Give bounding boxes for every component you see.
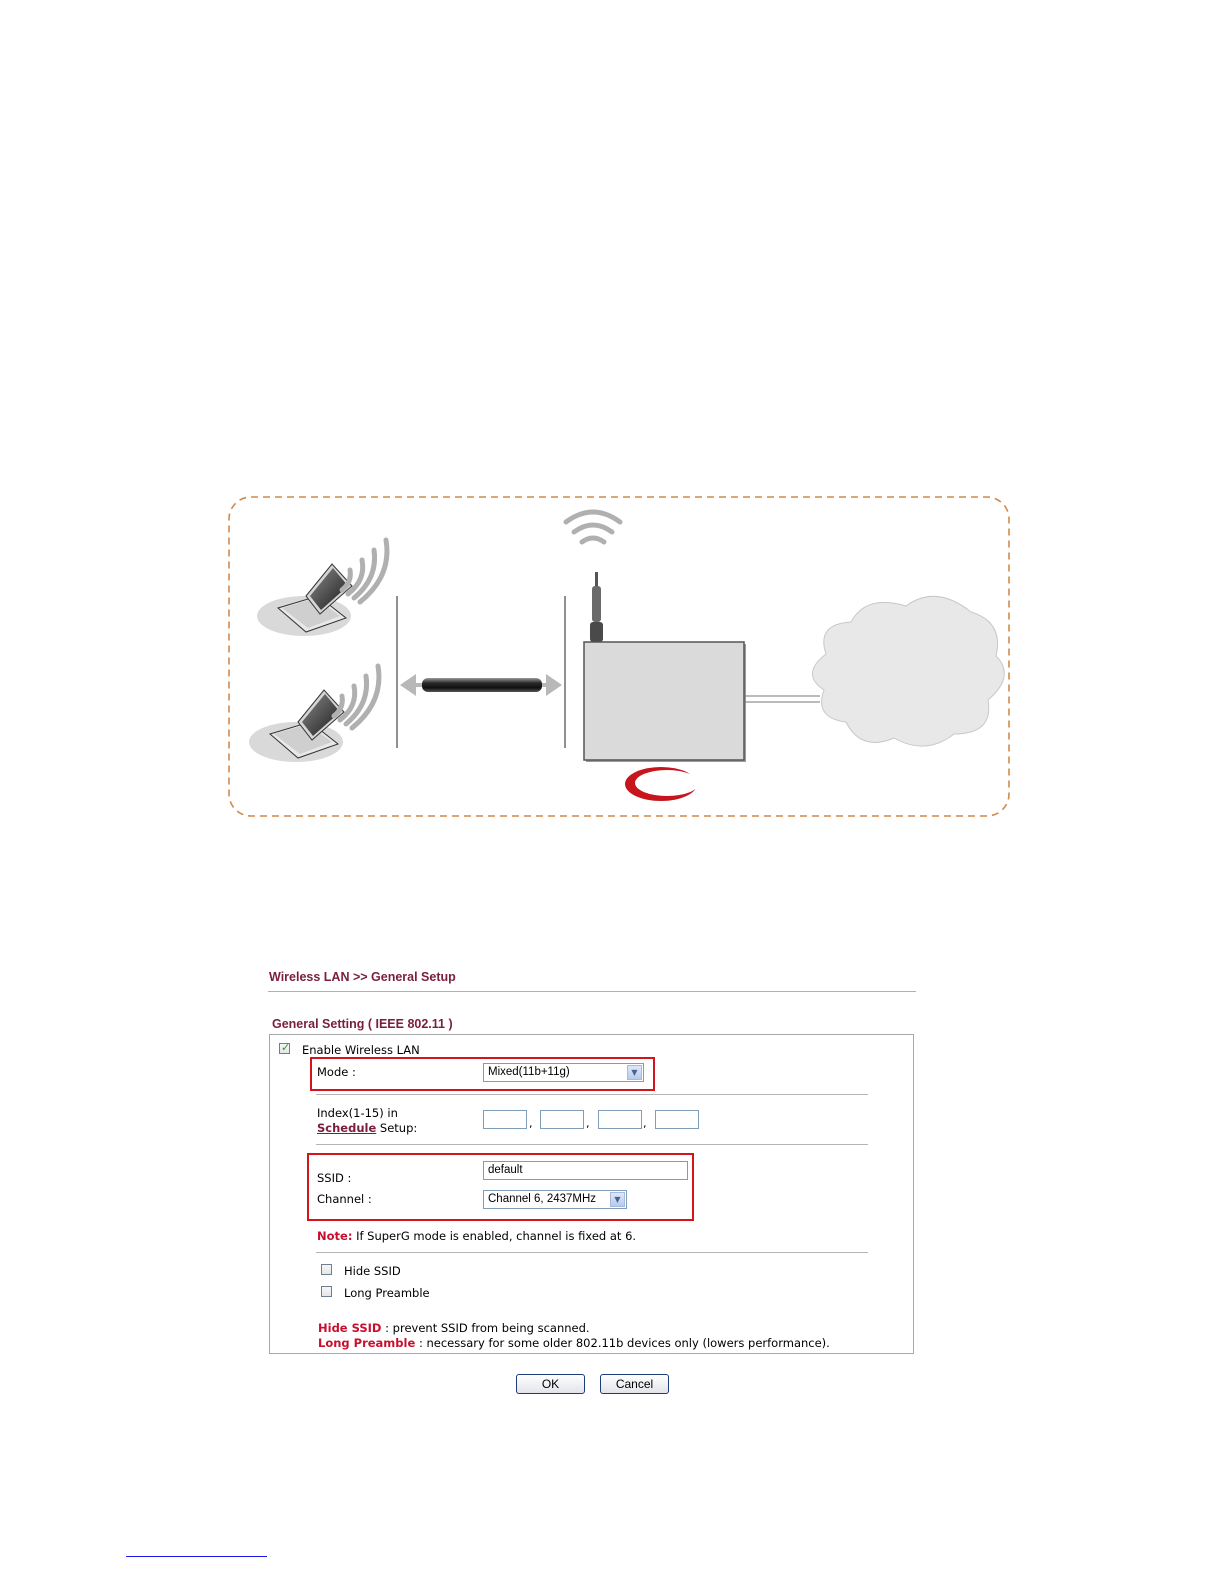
schedule-label-prefix: Index(1-15) in bbox=[317, 1106, 398, 1120]
laptop-icon bbox=[249, 690, 344, 762]
hide-ssid-checkbox[interactable] bbox=[321, 1264, 332, 1275]
note-label: Note: bbox=[317, 1229, 353, 1243]
mode-value: Mixed(11b+11g) bbox=[488, 1066, 570, 1078]
schedule-index-input-3[interactable] bbox=[598, 1110, 642, 1129]
mode-label: Mode : bbox=[317, 1065, 356, 1079]
schedule-index-input-2[interactable] bbox=[540, 1110, 584, 1129]
help-term: Hide SSID bbox=[318, 1321, 382, 1335]
divider bbox=[316, 1252, 868, 1253]
help-text: : necessary for some older 802.11b devices only (lowers performance). bbox=[418, 1336, 830, 1350]
check-icon: ✓ bbox=[281, 1041, 291, 1054]
mode-select[interactable] bbox=[483, 1063, 644, 1082]
note-body: If SuperG mode is enabled, channel is fixed at 6. bbox=[356, 1229, 637, 1243]
laptop-icon bbox=[257, 564, 352, 636]
schedule-index-input-1[interactable] bbox=[483, 1110, 527, 1129]
divider bbox=[316, 1094, 868, 1095]
schedule-link[interactable]: Schedule bbox=[317, 1121, 377, 1135]
divider bbox=[316, 1144, 868, 1145]
channel-value: Channel 6, 2437MHz bbox=[488, 1193, 597, 1205]
note-text bbox=[317, 1229, 636, 1243]
wireless-signal-icon bbox=[334, 666, 379, 728]
hide-ssid-label: Hide SSID bbox=[344, 1264, 401, 1278]
long-preamble-label: Long Preamble bbox=[344, 1286, 430, 1300]
ssid-input[interactable] bbox=[483, 1161, 688, 1180]
help-text: : prevent SSID from being scanned. bbox=[385, 1321, 590, 1335]
section-title: General Setting ( IEEE 802.11 ) bbox=[272, 1017, 453, 1031]
ok-button[interactable]: OK bbox=[516, 1374, 585, 1394]
antenna-icon bbox=[590, 572, 603, 642]
cancel-button[interactable]: Cancel bbox=[600, 1374, 669, 1394]
router-icon bbox=[584, 642, 746, 762]
schedule-separator: , bbox=[586, 1117, 590, 1130]
help-long-preamble bbox=[318, 1336, 830, 1350]
enable-wireless-checkbox[interactable] bbox=[279, 1043, 290, 1054]
chevron-down-icon: ▼ bbox=[627, 1065, 642, 1080]
help-hide-ssid bbox=[318, 1321, 590, 1335]
breadcrumb: Wireless LAN >> General Setup bbox=[269, 970, 456, 984]
long-preamble-checkbox[interactable] bbox=[321, 1286, 332, 1297]
channel-select[interactable] bbox=[483, 1190, 627, 1209]
enable-wireless-label: Enable Wireless LAN bbox=[302, 1043, 420, 1057]
channel-label: Channel : bbox=[317, 1192, 372, 1206]
cloud-icon bbox=[812, 596, 1004, 746]
ssid-label: SSID : bbox=[317, 1171, 352, 1185]
schedule-label-suffix: Setup: bbox=[379, 1121, 418, 1135]
logo-icon bbox=[625, 767, 699, 801]
settings-panel bbox=[269, 1034, 914, 1354]
wireless-signal-icon bbox=[566, 512, 620, 542]
schedule-separator: , bbox=[529, 1117, 533, 1130]
footer-link-underline[interactable] bbox=[126, 1556, 267, 1557]
network-diagram bbox=[226, 494, 1012, 820]
wireless-signal-icon bbox=[342, 540, 387, 602]
chevron-down-icon: ▼ bbox=[610, 1192, 625, 1207]
wireless-link-icon bbox=[400, 674, 562, 696]
ssid-value: default bbox=[488, 1164, 523, 1176]
schedule-separator: , bbox=[643, 1117, 647, 1130]
schedule-index-input-4[interactable] bbox=[655, 1110, 699, 1129]
schedule-label-line2 bbox=[317, 1121, 417, 1135]
help-term: Long Preamble bbox=[318, 1336, 416, 1350]
breadcrumb-divider bbox=[268, 991, 916, 992]
